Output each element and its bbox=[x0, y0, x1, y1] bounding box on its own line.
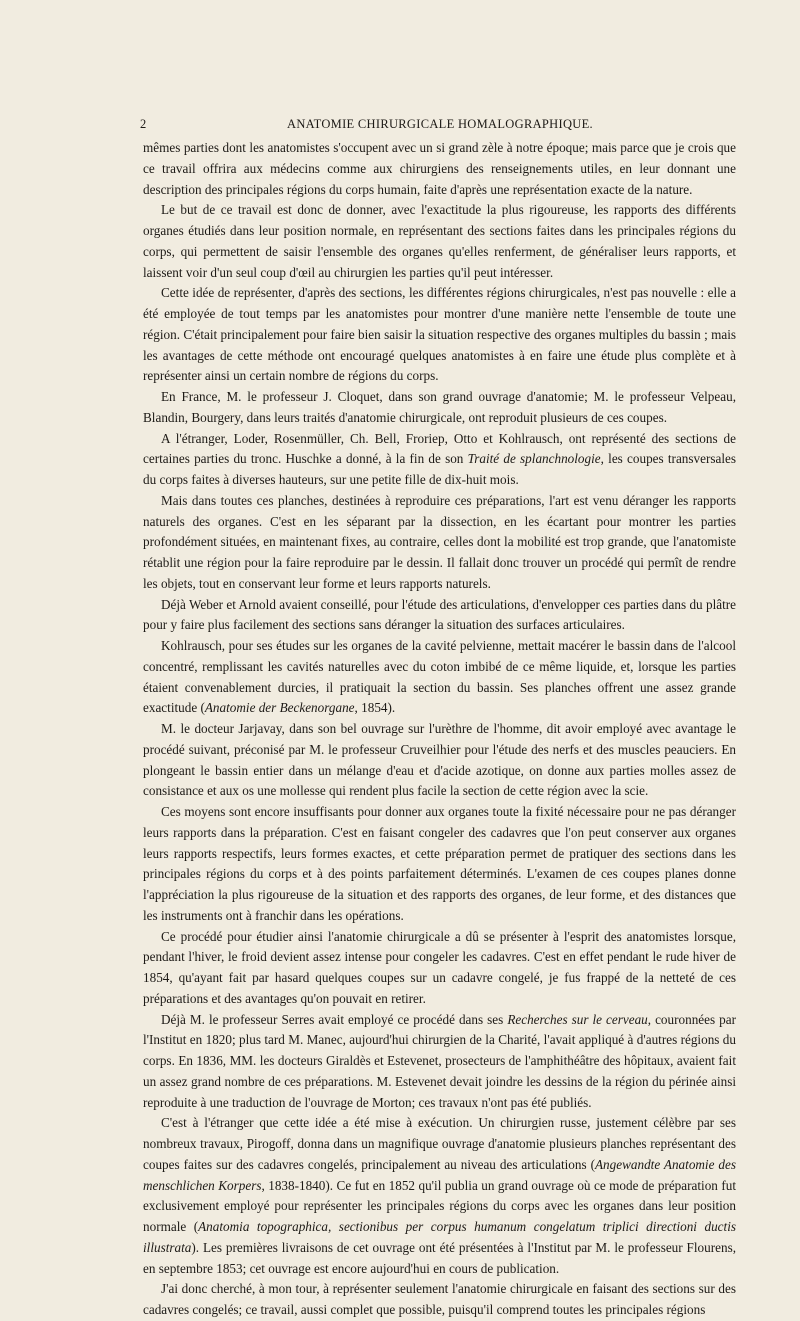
paragraph bbox=[143, 138, 736, 200]
text-run: A l'étranger, Loder, Rosenmüller, Ch. Bell, Froriep, Otto et Kohlrausch, ont représenté des sections de certaines parties du tronc. Huschke a donné, à la fin de son bbox=[143, 430, 736, 467]
text-run: M. le docteur Jarjavay, dans son bel ouvrage sur l'urèthre de l'homme, dit avoir employé avec avantage le procédé suivant, préconisé par M. le professeur Cruveilhier pour l'étude des nerfs et des muscles peauciers. En plongeant le bassin entier dans un mélange d'eau et d'acide azotique, on donne aux parties molles assez de consistance et aux os une mollesse qui rendent plus facile la section de cette région avec la scie. bbox=[143, 721, 736, 799]
text-run: ). Les premières livraisons de cet ouvrage ont été présentées à l'Institut par M. le professeur Flourens, en septembre 1853; cet ouvrage est encore aujourd'hui en cours de publication. bbox=[143, 1239, 736, 1276]
paragraph bbox=[143, 1279, 736, 1321]
text-run: , 1838-1840). Ce fut en 1852 qu'il publia un grand ouvrage où ce mode de préparation fut exclusivement employé pour représenter les principales régions du corps avec les organes dans leur position normale ( bbox=[143, 1177, 736, 1234]
page-header bbox=[140, 117, 740, 135]
paragraph bbox=[143, 491, 736, 595]
text-run: Ces moyens sont encore insuffisants pour donner aux organes toute la fixité nécessaire pour ne pas déranger leurs rapports dans la préparation. C'est en faisant congeler des cadavres que l'on peut conserver aux organes leurs rapports respectifs, leurs formes exactes, et cette préparation permet de pratiquer des sections dans les principales régions du corps et à des points parfaitement déterminés. L'examen de ces coupes planes donne l'appréciation la plus rigoureuse de la situation et des rapports des organes, de leur forme, et des distances que les instruments ont à franchir dans les opérations. bbox=[143, 804, 736, 923]
text-run: Déjà M. le professeur Serres avait employé ce procédé dans ses bbox=[161, 1011, 504, 1027]
italic-title: Anatomia topographica, sectionibus per corpus humanum congelatum triplici directioni ductis illustrata bbox=[143, 1219, 736, 1255]
text-run: mêmes parties dont les anatomistes s'occupent avec un si grand zèle à notre époque; mais parce que je crois que ce travail offrira aux médecins comme aux chirurgiens des renseignements utiles, en leur donnant une description des principales régions du corps humain, faite d'après une représentation exacte de la nature. bbox=[143, 140, 736, 197]
italic-title: Anatomie der Beckenorgane bbox=[204, 700, 355, 716]
page-number: 2 bbox=[140, 117, 147, 131]
paragraph bbox=[143, 1113, 736, 1279]
paragraph bbox=[143, 802, 736, 927]
paragraph bbox=[143, 636, 736, 719]
text-run: , les coupes transversales du corps faites à diverses hauteurs, sur une petite fille de dix-huit mois. bbox=[143, 451, 736, 487]
paragraph bbox=[143, 200, 736, 283]
text-run: Le but de ce travail est donc de donner, avec l'exactitude la plus rigoureuse, les rapports des différents organes étudiés dans leur position normale, en représentant des sections faites dans les principales régions du corps, qui permettent de saisir l'ensemble des organes qu'elles renferment, de généraliser leurs rapports, et laissent voir d'un seul coup d'œil au chirurgien les parties qu'il peut intéresser. bbox=[143, 202, 736, 280]
text-run: , 1854). bbox=[354, 700, 396, 716]
text-run: , couronnées par l'Institut en 1820; plus tard M. Manec, aujourd'hui chirurgien de la Charité, l'avait appliqué à d'autres régions du corps. En 1836, MM. les docteurs Giraldès et Estevenet, prosecteurs de l'amphithéâtre des hôpitaux, avaient fait un assez grand nombre de ces préparations. M. Estevenet devait joindre les dessins de la région du périnée ainsi reproduite à une traduction de l'ouvrage de Morton; ces travaux n'ont pas été publiés. bbox=[143, 1011, 736, 1110]
paragraph bbox=[143, 429, 736, 491]
text-run: Cette idée de représenter, d'après des sections, les différentes régions chirurgicales, n'est pas nouvelle : elle a été employée de tout temps par les anatomistes pour montrer d'une manière nette l'ensemble de toute une région. C'était principalement pour faire bien saisir la situation respective des organes multiples du bassin ; mais les avantages de cette méthode ont encouragé quelques anatomistes à en faire une étude plus complète et à représenter ainsi un certain nombre de régions du corps. bbox=[143, 285, 736, 384]
body-text bbox=[143, 138, 736, 1321]
paragraph bbox=[143, 719, 736, 802]
text-run: Mais dans toutes ces planches, destinées à reproduire ces préparations, l'art est venu déranger les rapports naturels des organes. C'est en les séparant par la dissection, en les écartant pour montrer les parties profondément situées, en maintenant fixes, au contraire, celles dont la mobilité est trop grande, que l'anatomiste rétablit une région pour la faire reproduire par le dessin. Il fallait donc trouver un procédé qui permît de rendre les objets, tout en conservant leur forme et leurs rapports naturels. bbox=[143, 492, 736, 591]
text-run: En France, M. le professeur J. Cloquet, dans son grand ouvrage d'anatomie; M. le professeur Velpeau, Blandin, Bourgery, dans leurs traités d'anatomie chirurgicale, ont reproduit plusieurs de ces coupes. bbox=[143, 389, 736, 425]
italic-title: Traité de splanchnologie bbox=[467, 451, 601, 467]
paragraph bbox=[143, 595, 736, 637]
paragraph bbox=[143, 283, 736, 387]
text-run: C'est à l'étranger que cette idée a été mise à exécution. Un chirurgien russe, justement célèbre par ses nombreux travaux, Pirogoff, donna dans un magnifique ouvrage d'anatomie plusieurs planches représentant des coupes faites sur des cadavres congelés, principalement au niveau des articulations ( bbox=[143, 1115, 736, 1172]
italic-title: Angewandte Anatomie des menschlichen Korpers bbox=[143, 1156, 737, 1193]
text-run: Ce procédé pour étudier ainsi l'anatomie chirurgicale a dû se présenter à l'esprit des anatomistes lorsque, pendant l'hiver, le froid devient assez intense pour congeler les cadavres. C'est en effet pendant le rude hiver de 1854, qu'ayant fait par hasard quelques coupes sur un cadavre congelé, je fus frappé de la netteté de ces préparations et des avantages qu'on pouvait en retirer. bbox=[143, 928, 736, 1006]
paragraph bbox=[143, 927, 736, 1010]
text-run: J'ai donc cherché, à mon tour, à représenter seulement l'anatomie chirurgicale en faisant des sections sur des cadavres congelés; ce travail, aussi complet que possible, puisqu'il comprend toutes les principales régions bbox=[143, 1281, 736, 1317]
text-run: Kohlrausch, pour ses études sur les organes de la cavité pelvienne, mettait macérer le bassin dans de l'alcool concentré, remplissant les cavités naturelles avec du coton imbibé de ce même liquide, et, lorsque les parties étaient convenablement durcies, il pratiquait la section du bassin. Ses planches offrent une assez grande exactitude ( bbox=[143, 638, 736, 716]
italic-title: Recherches sur le cerveau bbox=[507, 1011, 648, 1027]
paragraph bbox=[143, 387, 736, 429]
running-head: ANATOMIE CHIRURGICALE HOMALOGRAPHIQUE. bbox=[287, 117, 593, 131]
paragraph bbox=[143, 1010, 736, 1114]
text-run: Déjà Weber et Arnold avaient conseillé, pour l'étude des articulations, d'envelopper ces parties dans du plâtre pour y faire plus facilement des sections sans déranger la situation des surfaces articulaires. bbox=[143, 596, 736, 633]
